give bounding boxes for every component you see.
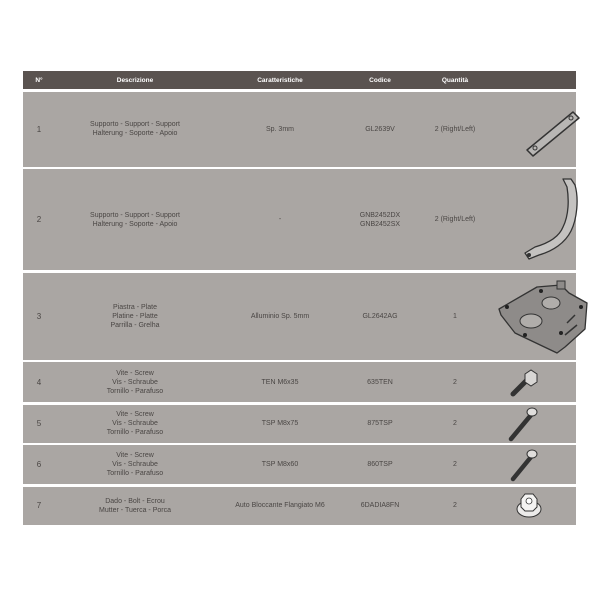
desc-line: Vis - Schraube [112,378,158,386]
table-row [23,405,576,443]
header-descrizione: Descrizione [116,76,154,84]
desc-line: Supporto - Support - Support [90,211,180,219]
row-description [55,369,215,396]
row-quantity: 2 [453,378,457,386]
desc-line: Vite - Screw [116,411,154,418]
code-line: GL2639V [365,125,395,133]
table-row [23,362,576,402]
row-quantity: 2 [453,502,457,509]
row-number: 6 [36,460,42,469]
countersunk-screw-icon [495,445,576,484]
desc-line: Tornillo - Parafuso [106,429,164,436]
row-quantity: 2 (Right/Left) [434,216,476,223]
desc-line: Halterung - Soporte - Apoio [92,220,178,228]
row-quantity: 2 [453,420,457,427]
row-code [345,312,415,321]
row-number: 4 [36,377,42,387]
row-number: 3 [36,311,42,321]
table-header [23,71,576,89]
desc-line: Vis - Schraube [112,420,158,427]
row-number: 2 [36,215,42,224]
row-number: 5 [36,419,42,428]
code-line: GNB2452SX [359,220,401,228]
mounting-plate-icon [495,273,576,360]
code-line: 635TEN [367,378,393,386]
row-description [55,497,215,515]
desc-line: Vis - Schraube [112,461,158,468]
row-quantity: 1 [453,312,457,320]
tubular-arm-icon [495,169,576,270]
row-code [345,419,415,428]
header-caratteristiche: Caratteristiche [257,76,303,84]
code-line: 875TSP [367,420,393,427]
row-characteristics: Auto Bloccante Flangiato M6 [235,502,325,509]
row-description [55,451,215,478]
desc-line: Halterung - Soporte - Apoio [92,130,178,137]
row-number: 7 [36,501,42,510]
row-description [55,303,215,330]
flat-bracket-icon [495,92,576,167]
row-characteristics: Sp. 3mm [265,125,294,133]
header-no: N° [35,76,43,84]
hex-bolt-icon [495,362,576,402]
desc-line: Mutter - Tuerca - Porca [99,506,171,514]
row-code [345,460,415,469]
row-characteristics: TSP M8x75 [261,420,299,427]
desc-line: Parrilla - Grelha [110,321,160,329]
row-number: 1 [36,124,42,134]
desc-line: Vite - Screw [116,452,154,459]
table-row [23,169,576,270]
row-characteristics: - [278,216,282,223]
row-description [55,211,215,229]
row-characteristics: TEN M6x35 [261,378,299,386]
row-description [55,410,215,437]
row-quantity: 2 (Right/Left) [434,125,476,133]
row-code [345,125,415,134]
desc-line: Dado - Bolt - Ecrou [105,497,165,505]
header-codice: Codice [369,76,391,84]
header-quantita: Quantità [441,76,469,84]
row-quantity: 2 [453,461,457,468]
table-row [23,273,576,360]
code-line: 6DADIA8FN [360,502,400,509]
row-code [345,211,415,229]
desc-line: Supporto - Support - Support [90,121,180,128]
code-line: GNB2452DX [359,211,401,219]
table-row [23,487,576,525]
code-line: 860TSP [367,461,393,468]
flange-nut-icon [495,487,576,525]
desc-line: Vite - Screw [116,369,154,377]
code-line: GL2642AG [362,312,398,320]
desc-line: Tornillo - Parafuso [106,470,164,477]
row-code [345,501,415,510]
row-characteristics: TSP M8x60 [261,461,299,468]
row-description [55,120,215,138]
desc-line: Platine - Platte [112,312,158,320]
countersunk-screw-icon [495,405,576,443]
table-row [23,92,576,167]
table-row [23,445,576,484]
row-code [345,378,415,387]
row-characteristics: Alluminio Sp. 5mm [250,312,310,320]
parts-table [23,71,576,525]
desc-line: Tornillo - Parafuso [106,387,164,395]
desc-line: Piastra - Plate [113,303,157,311]
